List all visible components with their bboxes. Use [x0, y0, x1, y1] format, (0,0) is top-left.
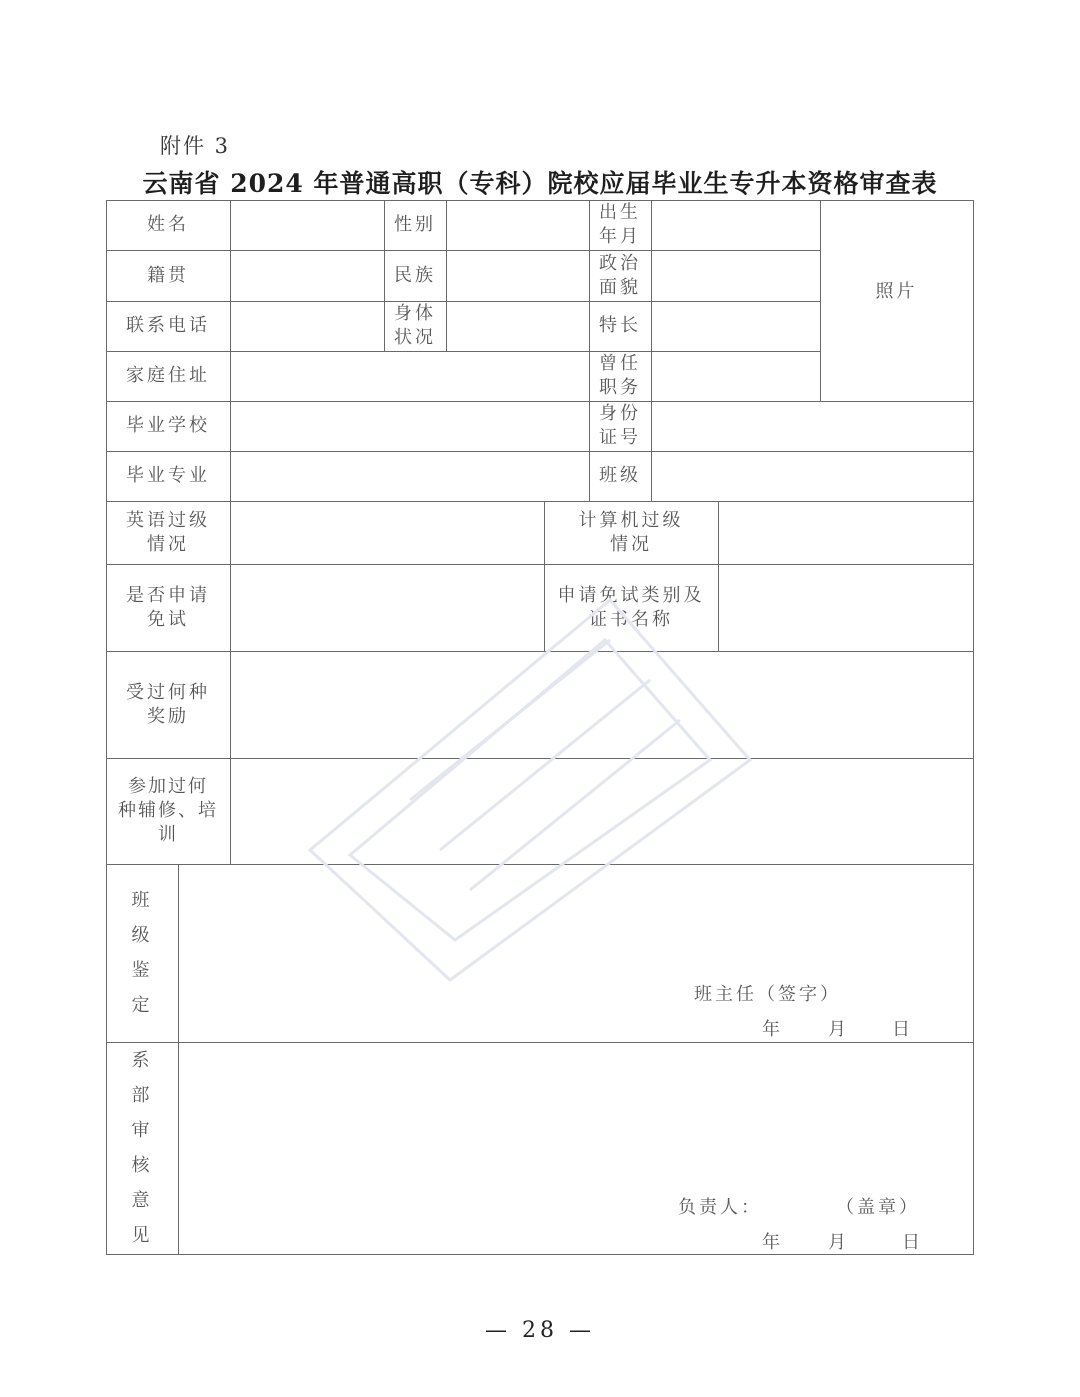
- dept-date-day: 日: [902, 1232, 923, 1253]
- label-school: 毕业学校: [126, 415, 210, 436]
- page-number: — 28 —: [485, 1318, 595, 1343]
- teacher-date-year: 年: [762, 1019, 783, 1040]
- row-line: [106, 564, 974, 565]
- col-line: [718, 501, 719, 651]
- row-line: [106, 401, 974, 402]
- photo-box: 照片: [875, 281, 918, 302]
- label-training: 参加过何 种辅修、培 训: [118, 776, 218, 845]
- row-line: [106, 864, 974, 865]
- border-bottom: [106, 1254, 974, 1255]
- form-title: 云南省 2024 年普通高职（专科）院校应届毕业生专升本资格审查表: [142, 169, 938, 198]
- col-line: [446, 200, 447, 351]
- label-phone: 联系电话: [126, 315, 210, 336]
- label-computer: 计算机过级 情况: [578, 509, 684, 555]
- teacher-date-month: 月: [828, 1019, 849, 1040]
- border-top: [106, 200, 974, 201]
- dept-date-year: 年: [762, 1232, 783, 1253]
- col-line: [651, 200, 652, 501]
- label-native-place: 籍贯: [147, 264, 189, 286]
- border-right: [973, 200, 974, 1255]
- label-health: 身体 状况: [394, 303, 436, 348]
- row-line: [106, 651, 974, 652]
- label-address: 家庭住址: [126, 365, 210, 386]
- label-birth: 出生 年月: [599, 202, 641, 247]
- label-english: 英语过级 情况: [126, 509, 210, 555]
- teacher-date-day: 日: [892, 1019, 913, 1040]
- row-line: [106, 501, 974, 502]
- label-gender: 性别: [394, 214, 436, 235]
- label-position: 曾任 职务: [599, 353, 641, 398]
- label-awards: 受过何种 奖励: [126, 681, 210, 727]
- label-political: 政治 面貌: [599, 252, 641, 298]
- label-department-review: 系 部 审 核 意 见: [131, 1050, 153, 1246]
- label-class-evaluation: 班 级 鉴 定: [131, 890, 153, 1016]
- dept-date-month: 月: [828, 1232, 849, 1253]
- label-class: 班级: [599, 465, 641, 486]
- label-exemption: 是否申请 免试: [126, 584, 210, 630]
- label-name: 姓名: [147, 214, 189, 235]
- label-exemption-type: 申请免试类别及 证书名称: [557, 584, 705, 630]
- seal-label: （盖章）: [836, 1197, 920, 1218]
- label-id-number: 身份 证号: [599, 403, 641, 448]
- row-line: [106, 1042, 974, 1043]
- attachment-label: 附件 3: [160, 134, 231, 158]
- label-specialty: 特长: [599, 315, 641, 336]
- teacher-signature-label: 班主任（签字）: [694, 984, 841, 1005]
- col-line: [178, 864, 179, 1255]
- col-line: [230, 200, 231, 864]
- label-major: 毕业专业: [126, 465, 210, 486]
- row-line: [106, 451, 974, 452]
- qualification-review-form: [106, 200, 974, 1255]
- row-line: [106, 758, 974, 759]
- label-ethnicity: 民族: [394, 264, 436, 286]
- responsible-person-label: 负责人：: [678, 1197, 762, 1218]
